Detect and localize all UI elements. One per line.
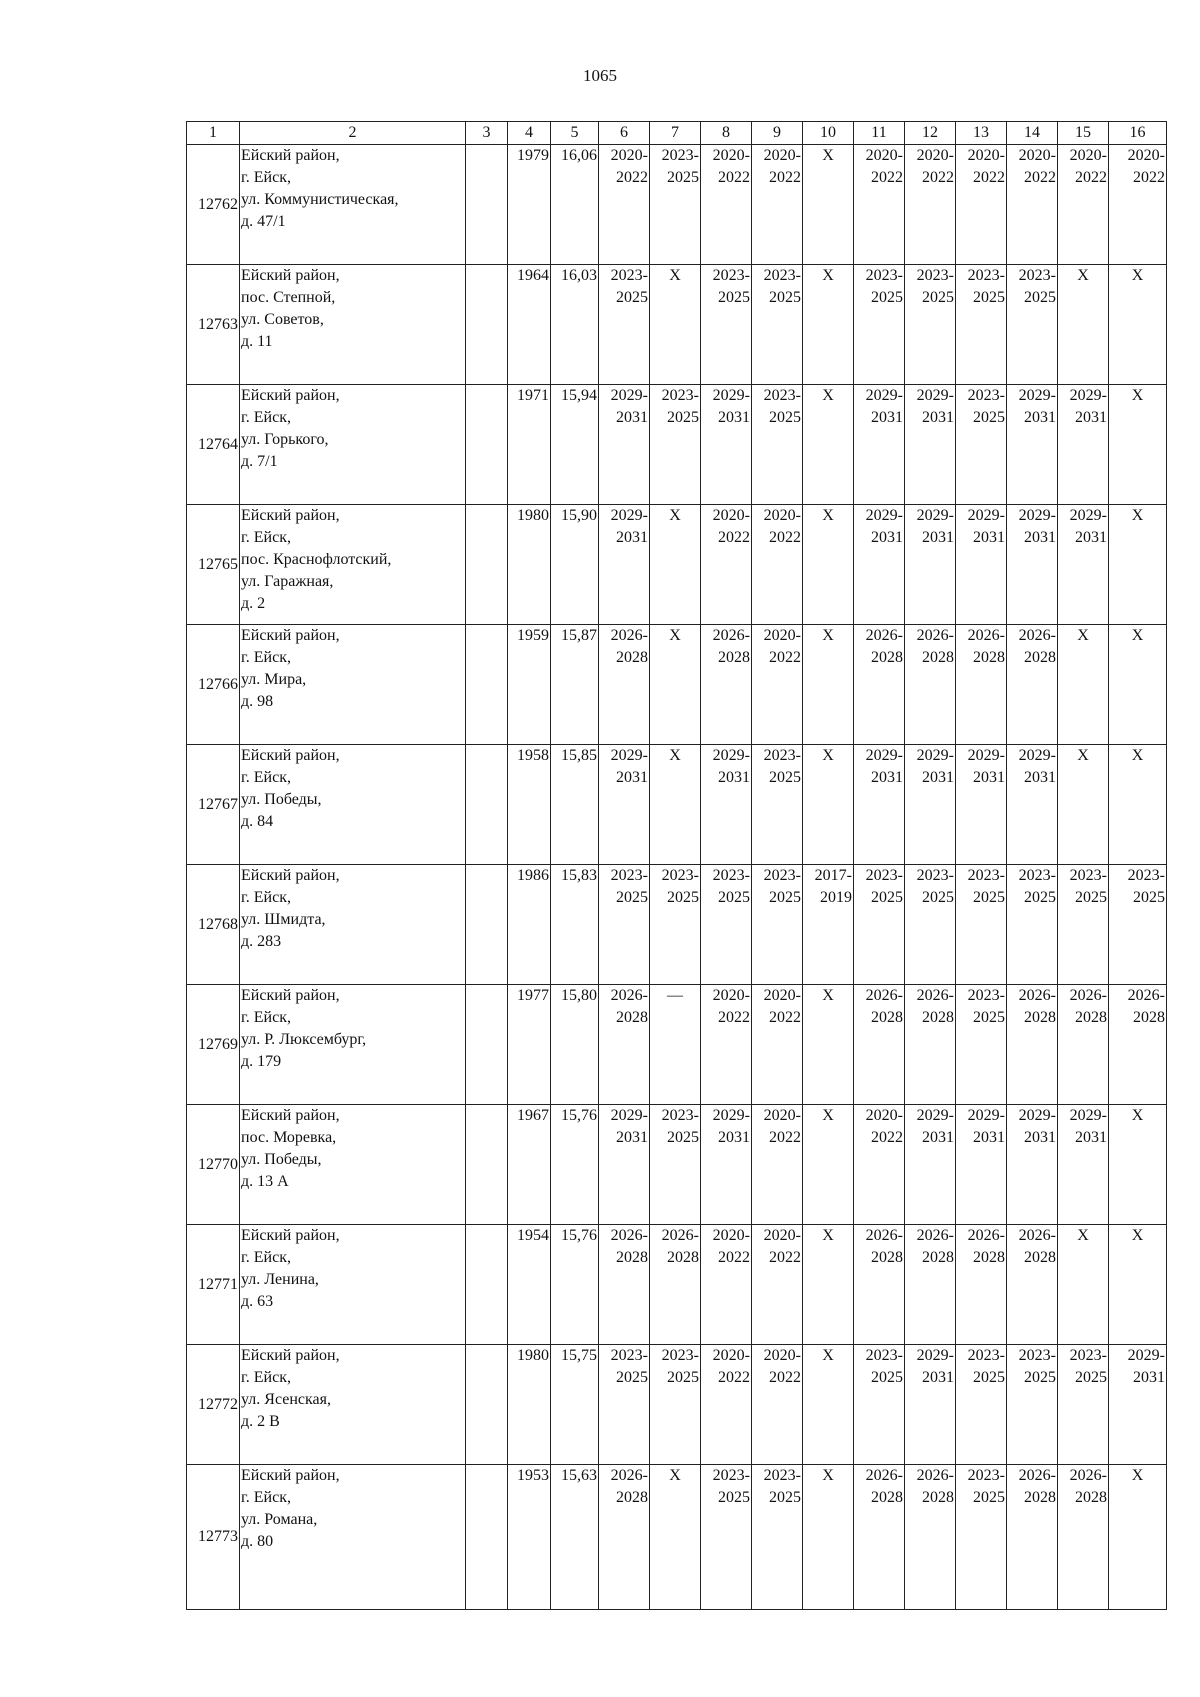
period-cell-col-14: 2020- 2022 bbox=[1007, 145, 1058, 265]
address-line: Ейский район, bbox=[241, 1107, 340, 1124]
period-cell-col-12: 2023- 2025 bbox=[905, 865, 956, 985]
row-number: 12762 bbox=[187, 145, 240, 265]
period-cell-col-15: 2026- 2028 bbox=[1058, 985, 1109, 1105]
year-cell: 1980 bbox=[508, 505, 551, 625]
table-row bbox=[187, 865, 1167, 985]
year-cell: 1958 bbox=[508, 745, 551, 865]
address-line: ул. Шмидта, bbox=[241, 911, 326, 928]
address-line: д. 63 bbox=[241, 1293, 274, 1310]
address-cell bbox=[240, 1465, 466, 1610]
period-cell-col-6: 2029- 2031 bbox=[599, 1105, 650, 1225]
address-line: г. Ейск, bbox=[241, 1249, 291, 1266]
period-cell-col-16: 2020- 2022 bbox=[1109, 145, 1167, 265]
period-cell-col-10: X bbox=[803, 625, 854, 745]
row-number: 12766 bbox=[187, 625, 240, 745]
column-header-1: 1 bbox=[187, 122, 240, 145]
period-cell-col-11: 2026- 2028 bbox=[854, 625, 905, 745]
score-cell: 15,94 bbox=[551, 385, 599, 505]
address-line: Ейский район, bbox=[241, 1227, 340, 1244]
table-row bbox=[187, 1225, 1167, 1345]
period-cell-col-13: 2023- 2025 bbox=[956, 1345, 1007, 1465]
column-header-7: 7 bbox=[650, 122, 701, 145]
period-cell-col-7: X bbox=[650, 745, 701, 865]
column-header-15: 15 bbox=[1058, 122, 1109, 145]
table-row bbox=[187, 385, 1167, 505]
period-cell-col-10: X bbox=[803, 1225, 854, 1345]
score-cell: 16,03 bbox=[551, 265, 599, 385]
period-cell-col-13: 2029- 2031 bbox=[956, 745, 1007, 865]
address-line: д. 13 А bbox=[241, 1173, 289, 1190]
period-cell-col-10: X bbox=[803, 505, 854, 625]
column-header-12: 12 bbox=[905, 122, 956, 145]
period-cell-col-16: X bbox=[1109, 625, 1167, 745]
period-cell-col-6: 2029- 2031 bbox=[599, 505, 650, 625]
period-cell-col-13: 2020- 2022 bbox=[956, 145, 1007, 265]
period-cell-col-7: X bbox=[650, 625, 701, 745]
score-cell: 15,90 bbox=[551, 505, 599, 625]
period-cell-col-10: X bbox=[803, 985, 854, 1105]
period-cell-col-14: 2029- 2031 bbox=[1007, 745, 1058, 865]
period-cell-col-14: 2026- 2028 bbox=[1007, 1225, 1058, 1345]
column-header-10: 10 bbox=[803, 122, 854, 145]
table-row bbox=[187, 1345, 1167, 1465]
table-row bbox=[187, 145, 1167, 265]
period-cell-col-13: 2029- 2031 bbox=[956, 505, 1007, 625]
address-line: д. 11 bbox=[241, 333, 273, 350]
period-cell-col-8: 2029- 2031 bbox=[701, 745, 752, 865]
address-line: г. Ейск, bbox=[241, 169, 291, 186]
period-cell-col-15: X bbox=[1058, 1225, 1109, 1345]
address-line: г. Ейск, bbox=[241, 649, 291, 666]
year-cell: 1959 bbox=[508, 625, 551, 745]
period-cell-col-15: 2029- 2031 bbox=[1058, 505, 1109, 625]
period-cell-col-7: 2023- 2025 bbox=[650, 385, 701, 505]
column-header-5: 5 bbox=[551, 122, 599, 145]
address-cell bbox=[240, 625, 466, 745]
period-cell-col-13: 2023- 2025 bbox=[956, 865, 1007, 985]
address-cell bbox=[240, 505, 466, 625]
year-cell: 1971 bbox=[508, 385, 551, 505]
period-cell-col-12: 2029- 2031 bbox=[905, 1105, 956, 1225]
period-cell-col-9: 2020- 2022 bbox=[752, 1225, 803, 1345]
column-header-13: 13 bbox=[956, 122, 1007, 145]
table-row bbox=[187, 1465, 1167, 1610]
year-cell: 1954 bbox=[508, 1225, 551, 1345]
period-cell-col-6: 2026- 2028 bbox=[599, 985, 650, 1105]
period-cell-col-6: 2026- 2028 bbox=[599, 1465, 650, 1610]
address-line: д. 179 bbox=[241, 1053, 282, 1070]
period-cell-col-10: X bbox=[803, 265, 854, 385]
column-3-cell bbox=[466, 865, 508, 985]
period-cell-col-13: 2023- 2025 bbox=[956, 1465, 1007, 1610]
period-cell-col-9: 2023- 2025 bbox=[752, 1465, 803, 1610]
address-line: г. Ейск, bbox=[241, 769, 291, 786]
period-cell-col-11: 2029- 2031 bbox=[854, 385, 905, 505]
period-cell-col-14: 2026- 2028 bbox=[1007, 1465, 1058, 1610]
row-number: 12771 bbox=[187, 1225, 240, 1345]
address-cell bbox=[240, 145, 466, 265]
period-cell-col-6: 2023- 2025 bbox=[599, 1345, 650, 1465]
period-cell-col-9: 2020- 2022 bbox=[752, 505, 803, 625]
period-cell-col-15: 2023- 2025 bbox=[1058, 1345, 1109, 1465]
year-cell: 1986 bbox=[508, 865, 551, 985]
address-line: Ейский район, bbox=[241, 627, 340, 644]
period-cell-col-9: 2023- 2025 bbox=[752, 865, 803, 985]
period-cell-col-13: 2023- 2025 bbox=[956, 985, 1007, 1105]
period-cell-col-6: 2029- 2031 bbox=[599, 745, 650, 865]
period-cell-col-14: 2023- 2025 bbox=[1007, 865, 1058, 985]
period-cell-col-12: 2020- 2022 bbox=[905, 145, 956, 265]
period-cell-col-15: X bbox=[1058, 625, 1109, 745]
period-cell-col-16: X bbox=[1109, 505, 1167, 625]
period-cell-col-11: 2029- 2031 bbox=[854, 745, 905, 865]
period-cell-col-12: 2026- 2028 bbox=[905, 985, 956, 1105]
period-cell-col-10: X bbox=[803, 745, 854, 865]
address-line: г. Ейск, bbox=[241, 1009, 291, 1026]
address-line: г. Ейск, bbox=[241, 1369, 291, 1386]
column-header-8: 8 bbox=[701, 122, 752, 145]
period-cell-col-11: 2026- 2028 bbox=[854, 985, 905, 1105]
address-line: ул. Горького, bbox=[241, 431, 329, 448]
period-cell-col-14: 2029- 2031 bbox=[1007, 1105, 1058, 1225]
year-cell: 1964 bbox=[508, 265, 551, 385]
period-cell-col-6: 2026- 2028 bbox=[599, 1225, 650, 1345]
address-line: д. 283 bbox=[241, 933, 282, 950]
table-row bbox=[187, 505, 1167, 625]
row-number: 12770 bbox=[187, 1105, 240, 1225]
period-cell-col-7: X bbox=[650, 265, 701, 385]
score-cell: 15,76 bbox=[551, 1225, 599, 1345]
address-line: ул. Советов, bbox=[241, 311, 324, 328]
score-cell: 15,75 bbox=[551, 1345, 599, 1465]
period-cell-col-14: 2029- 2031 bbox=[1007, 505, 1058, 625]
period-cell-col-15: 2029- 2031 bbox=[1058, 385, 1109, 505]
period-cell-col-14: 2026- 2028 bbox=[1007, 625, 1058, 745]
period-cell-col-9: 2020- 2022 bbox=[752, 985, 803, 1105]
period-cell-col-10: X bbox=[803, 385, 854, 505]
period-cell-col-16: X bbox=[1109, 265, 1167, 385]
period-cell-col-8: 2020- 2022 bbox=[701, 985, 752, 1105]
period-cell-col-15: 2026- 2028 bbox=[1058, 1465, 1109, 1610]
period-cell-col-9: 2020- 2022 bbox=[752, 625, 803, 745]
year-cell: 1953 bbox=[508, 1465, 551, 1610]
period-cell-col-13: 2023- 2025 bbox=[956, 385, 1007, 505]
address-line: г. Ейск, bbox=[241, 409, 291, 426]
period-cell-col-6: 2026- 2028 bbox=[599, 625, 650, 745]
column-3-cell bbox=[466, 265, 508, 385]
address-line: ул. Победы, bbox=[241, 1151, 322, 1168]
year-cell: 1977 bbox=[508, 985, 551, 1105]
period-cell-col-15: 2023- 2025 bbox=[1058, 865, 1109, 985]
period-cell-col-7: 2023- 2025 bbox=[650, 1105, 701, 1225]
row-number: 12764 bbox=[187, 385, 240, 505]
year-cell: 1967 bbox=[508, 1105, 551, 1225]
period-cell-col-12: 2029- 2031 bbox=[905, 745, 956, 865]
page-number: 1065 bbox=[583, 66, 617, 85]
column-header-11: 11 bbox=[854, 122, 905, 145]
address-line: д. 80 bbox=[241, 1533, 274, 1550]
period-cell-col-7: 2023- 2025 bbox=[650, 865, 701, 985]
period-cell-col-9: 2023- 2025 bbox=[752, 385, 803, 505]
row-number: 12765 bbox=[187, 505, 240, 625]
period-cell-col-9: 2020- 2022 bbox=[752, 1105, 803, 1225]
period-cell-col-12: 2026- 2028 bbox=[905, 625, 956, 745]
address-cell bbox=[240, 265, 466, 385]
period-cell-col-7: X bbox=[650, 1465, 701, 1610]
period-cell-col-12: 2023- 2025 bbox=[905, 265, 956, 385]
score-cell: 15,85 bbox=[551, 745, 599, 865]
address-line: ул. Коммунистическая, bbox=[241, 191, 399, 208]
period-cell-col-9: 2023- 2025 bbox=[752, 265, 803, 385]
column-header-16: 16 bbox=[1109, 122, 1167, 145]
table-row bbox=[187, 985, 1167, 1105]
column-3-cell bbox=[466, 625, 508, 745]
address-line: Ейский район, bbox=[241, 867, 340, 884]
address-line: Ейский район, bbox=[241, 987, 340, 1004]
period-cell-col-12: 2029- 2031 bbox=[905, 385, 956, 505]
address-line: Ейский район, bbox=[241, 267, 340, 284]
period-cell-col-16: X bbox=[1109, 385, 1167, 505]
period-cell-col-15: X bbox=[1058, 265, 1109, 385]
address-line: Ейский район, bbox=[241, 1347, 340, 1364]
column-3-cell bbox=[466, 1345, 508, 1465]
period-cell-col-11: 2023- 2025 bbox=[854, 265, 905, 385]
address-line: д. 98 bbox=[241, 693, 274, 710]
period-cell-col-16: 2023- 2025 bbox=[1109, 865, 1167, 985]
period-cell-col-8: 2023- 2025 bbox=[701, 865, 752, 985]
column-3-cell bbox=[466, 1465, 508, 1610]
table-body bbox=[187, 145, 1167, 1610]
period-cell-col-8: 2020- 2022 bbox=[701, 1345, 752, 1465]
address-line: ул. Р. Люксембург, bbox=[241, 1031, 367, 1048]
period-cell-col-7: — bbox=[650, 985, 701, 1105]
address-cell bbox=[240, 385, 466, 505]
period-cell-col-11: 2026- 2028 bbox=[854, 1465, 905, 1610]
period-cell-col-10: X bbox=[803, 1105, 854, 1225]
registry-table bbox=[186, 121, 1167, 1610]
address-line: Ейский район, bbox=[241, 747, 340, 764]
period-cell-col-6: 2020- 2022 bbox=[599, 145, 650, 265]
period-cell-col-16: X bbox=[1109, 745, 1167, 865]
column-3-cell bbox=[466, 745, 508, 865]
period-cell-col-10: X bbox=[803, 1465, 854, 1610]
period-cell-col-6: 2023- 2025 bbox=[599, 865, 650, 985]
column-header-4: 4 bbox=[508, 122, 551, 145]
address-line: д. 84 bbox=[241, 813, 274, 830]
period-cell-col-13: 2023- 2025 bbox=[956, 265, 1007, 385]
year-cell: 1979 bbox=[508, 145, 551, 265]
period-cell-col-16: X bbox=[1109, 1105, 1167, 1225]
period-cell-col-11: 2023- 2025 bbox=[854, 1345, 905, 1465]
period-cell-col-8: 2029- 2031 bbox=[701, 1105, 752, 1225]
address-cell bbox=[240, 1345, 466, 1465]
period-cell-col-16: X bbox=[1109, 1465, 1167, 1610]
period-cell-col-8: 2020- 2022 bbox=[701, 1225, 752, 1345]
period-cell-col-11: 2026- 2028 bbox=[854, 1225, 905, 1345]
column-3-cell bbox=[466, 145, 508, 265]
address-line: Ейский район, bbox=[241, 507, 340, 524]
row-number: 12768 bbox=[187, 865, 240, 985]
period-cell-col-10: X bbox=[803, 1345, 854, 1465]
row-number: 12763 bbox=[187, 265, 240, 385]
address-cell bbox=[240, 745, 466, 865]
score-cell: 15,63 bbox=[551, 1465, 599, 1610]
period-cell-col-8: 2023- 2025 bbox=[701, 1465, 752, 1610]
address-line: пос. Моревка, bbox=[241, 1129, 337, 1146]
period-cell-col-10: X bbox=[803, 145, 854, 265]
period-cell-col-14: 2023- 2025 bbox=[1007, 1345, 1058, 1465]
address-line: Ейский район, bbox=[241, 387, 340, 404]
year-cell: 1980 bbox=[508, 1345, 551, 1465]
period-cell-col-15: 2020- 2022 bbox=[1058, 145, 1109, 265]
table-row bbox=[187, 625, 1167, 745]
score-cell: 15,87 bbox=[551, 625, 599, 745]
address-line: Ейский район, bbox=[241, 147, 340, 164]
period-cell-col-15: 2029- 2031 bbox=[1058, 1105, 1109, 1225]
address-line: г. Ейск, bbox=[241, 889, 291, 906]
score-cell: 15,83 bbox=[551, 865, 599, 985]
period-cell-col-15: X bbox=[1058, 745, 1109, 865]
address-line: д. 47/1 bbox=[241, 213, 286, 230]
period-cell-col-11: 2020- 2022 bbox=[854, 1105, 905, 1225]
table-row bbox=[187, 1105, 1167, 1225]
address-line: ул. Победы, bbox=[241, 791, 322, 808]
column-3-cell bbox=[466, 985, 508, 1105]
address-line: ул. Ясенская, bbox=[241, 1391, 332, 1408]
period-cell-col-6: 2023- 2025 bbox=[599, 265, 650, 385]
period-cell-col-13: 2026- 2028 bbox=[956, 1225, 1007, 1345]
address-line: г. Ейск, bbox=[241, 529, 291, 546]
period-cell-col-14: 2029- 2031 bbox=[1007, 385, 1058, 505]
column-header-14: 14 bbox=[1007, 122, 1058, 145]
column-header-3: 3 bbox=[466, 122, 508, 145]
period-cell-col-7: 2023- 2025 bbox=[650, 1345, 701, 1465]
period-cell-col-14: 2023- 2025 bbox=[1007, 265, 1058, 385]
column-3-cell bbox=[466, 1225, 508, 1345]
address-line: ул. Романа, bbox=[241, 1511, 318, 1528]
period-cell-col-12: 2029- 2031 bbox=[905, 505, 956, 625]
period-cell-col-8: 2023- 2025 bbox=[701, 265, 752, 385]
period-cell-col-14: 2026- 2028 bbox=[1007, 985, 1058, 1105]
period-cell-col-12: 2026- 2028 bbox=[905, 1465, 956, 1610]
period-cell-col-12: 2029- 2031 bbox=[905, 1345, 956, 1465]
address-line: пос. Степной, bbox=[241, 289, 336, 306]
column-3-cell bbox=[466, 385, 508, 505]
address-line: г. Ейск, bbox=[241, 1489, 291, 1506]
address-line: д. 2 bbox=[241, 595, 266, 612]
period-cell-col-12: 2026- 2028 bbox=[905, 1225, 956, 1345]
period-cell-col-11: 2020- 2022 bbox=[854, 145, 905, 265]
period-cell-col-11: 2023- 2025 bbox=[854, 865, 905, 985]
period-cell-col-16: X bbox=[1109, 1225, 1167, 1345]
row-number: 12773 bbox=[187, 1465, 240, 1610]
address-cell bbox=[240, 985, 466, 1105]
column-header-2: 2 bbox=[240, 122, 466, 145]
period-cell-col-6: 2029- 2031 bbox=[599, 385, 650, 505]
column-3-cell bbox=[466, 505, 508, 625]
period-cell-col-9: 2023- 2025 bbox=[752, 745, 803, 865]
header-row bbox=[187, 122, 1167, 145]
address-line: ул. Мира, bbox=[241, 671, 307, 688]
column-header-9: 9 bbox=[752, 122, 803, 145]
address-line: ул. Ленина, bbox=[241, 1271, 319, 1288]
period-cell-col-16: 2029- 2031 bbox=[1109, 1345, 1167, 1465]
score-cell: 16,06 bbox=[551, 145, 599, 265]
period-cell-col-16: 2026- 2028 bbox=[1109, 985, 1167, 1105]
period-cell-col-11: 2029- 2031 bbox=[854, 505, 905, 625]
period-cell-col-7: 2023- 2025 bbox=[650, 145, 701, 265]
address-cell bbox=[240, 865, 466, 985]
period-cell-col-8: 2020- 2022 bbox=[701, 505, 752, 625]
table-row bbox=[187, 265, 1167, 385]
period-cell-col-13: 2026- 2028 bbox=[956, 625, 1007, 745]
row-number: 12767 bbox=[187, 745, 240, 865]
score-cell: 15,76 bbox=[551, 1105, 599, 1225]
address-line: д. 7/1 bbox=[241, 453, 278, 470]
period-cell-col-9: 2020- 2022 bbox=[752, 145, 803, 265]
period-cell-col-10: 2017- 2019 bbox=[803, 865, 854, 985]
period-cell-col-9: 2020- 2022 bbox=[752, 1345, 803, 1465]
address-line: ул. Гаражная, bbox=[241, 573, 334, 590]
address-line: д. 2 В bbox=[241, 1413, 280, 1430]
column-header-6: 6 bbox=[599, 122, 650, 145]
address-line: пос. Краснофлотский, bbox=[241, 551, 392, 568]
period-cell-col-7: 2026- 2028 bbox=[650, 1225, 701, 1345]
period-cell-col-8: 2026- 2028 bbox=[701, 625, 752, 745]
address-cell bbox=[240, 1105, 466, 1225]
period-cell-col-8: 2029- 2031 bbox=[701, 385, 752, 505]
address-cell bbox=[240, 1225, 466, 1345]
address-line: Ейский район, bbox=[241, 1467, 340, 1484]
row-number: 12769 bbox=[187, 985, 240, 1105]
row-number: 12772 bbox=[187, 1345, 240, 1465]
period-cell-col-8: 2020- 2022 bbox=[701, 145, 752, 265]
table-row bbox=[187, 745, 1167, 865]
period-cell-col-7: X bbox=[650, 505, 701, 625]
period-cell-col-13: 2029- 2031 bbox=[956, 1105, 1007, 1225]
score-cell: 15,80 bbox=[551, 985, 599, 1105]
column-3-cell bbox=[466, 1105, 508, 1225]
